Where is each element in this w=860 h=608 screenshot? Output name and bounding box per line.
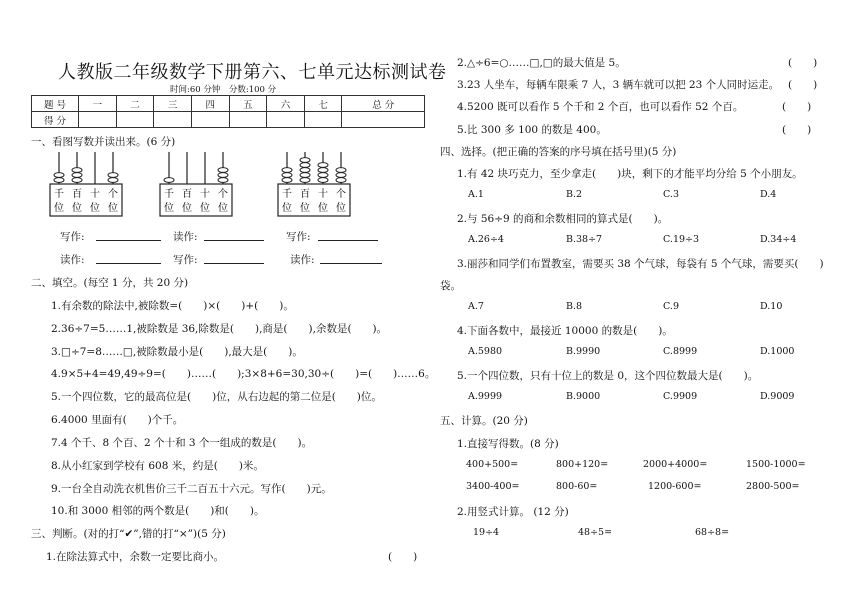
abacus-bead	[72, 168, 82, 173]
abacus-bead	[336, 168, 346, 173]
abacus-place-label: 千	[54, 189, 64, 200]
score-input-cell[interactable]	[154, 112, 192, 128]
choice-question-4: 4.下面各数中，最接近 10000 的数是( )。	[457, 325, 673, 337]
score-input-cell[interactable]	[304, 112, 342, 128]
choice-option[interactable]: A.7	[468, 301, 484, 312]
judge-question-2: 2.△÷6=○……□,□的最大值是 5。	[457, 57, 626, 69]
calc-item: 68÷8=	[695, 527, 730, 538]
score-row-label: 得 分	[32, 112, 79, 128]
section4-heading: 四、选择。(把正确的答案的序号填在括号里)(5 分)	[440, 146, 677, 158]
abacus-bead	[164, 178, 174, 183]
abacus-place-label: 千	[164, 189, 174, 200]
exam-meta: 时间:60 分钟 分数:100 分	[170, 85, 277, 95]
score-input-cell[interactable]	[267, 112, 305, 128]
abacus-bead	[72, 178, 82, 183]
abacus-place-label: 位	[108, 203, 118, 214]
abacus-figures	[40, 150, 370, 222]
abacus-place-label: 位	[300, 203, 310, 214]
judge-question-4: 4.5200 既可以看作 5 个千和 2 个百，也可以看作 52 个百。	[457, 101, 744, 113]
choice-option[interactable]: D.10	[760, 301, 783, 312]
answer-line[interactable]	[204, 263, 264, 264]
abacus-place-label: 百	[72, 189, 82, 200]
abacus-place-label: 个	[218, 189, 228, 200]
score-table	[31, 95, 425, 128]
choice-option[interactable]: C.9	[663, 301, 679, 312]
abacus-bead	[336, 178, 346, 183]
abacus-place-label: 十	[200, 189, 210, 200]
calc-item: 3400-400=	[466, 481, 520, 492]
abacus-place-label: 位	[336, 203, 346, 214]
abacus-place-label: 百	[300, 189, 310, 200]
score-cell: 总 分	[342, 96, 425, 112]
read-label-3: 读作:	[290, 254, 315, 266]
score-cell: 二	[116, 96, 154, 112]
section5-heading: 五、计算。(20 分)	[440, 415, 528, 427]
score-input-cell[interactable]	[229, 112, 267, 128]
score-input-cell[interactable]	[342, 112, 425, 128]
judge-bracket-3[interactable]: ( )	[788, 79, 818, 91]
judge-question-5: 5.比 300 多 100 的数是 400。	[457, 124, 607, 136]
abacus-bead	[218, 178, 228, 183]
calc-item: 800-60=	[556, 481, 598, 492]
abacus-bead	[300, 173, 310, 178]
choice-option[interactable]: D.9009	[760, 391, 795, 402]
judge-bracket-1[interactable]: ( )	[388, 551, 418, 563]
abacus-place-label: 十	[90, 189, 100, 200]
calc-item: 2000+4000=	[643, 459, 708, 470]
choice-question-1: 1.有 42 块巧克力，至少拿走( )块，剩下的才能平均分给 5 个小朋友。	[457, 168, 803, 180]
answer-line[interactable]	[96, 263, 161, 264]
choice-option[interactable]: C.19÷3	[663, 234, 700, 245]
abacus-bead	[54, 178, 64, 183]
abacus-bead	[318, 163, 328, 168]
page-title: 人教版二年级数学下册第六、七单元达标测试卷	[58, 62, 447, 83]
choice-option[interactable]: C.8999	[663, 346, 698, 357]
abacus-place-label: 位	[90, 203, 100, 214]
score-cell: 三	[154, 96, 192, 112]
abacus-place-label: 位	[200, 203, 210, 214]
fill-question-2: 2.36÷7=5……1,被除数是 36,除数是( ),商是( ),余数是( )。	[51, 323, 388, 335]
choice-option[interactable]: D.4	[760, 189, 777, 200]
fill-question-10: 10.和 3000 相邻的两个数是( )和( )。	[51, 505, 265, 517]
abacus-place-label: 位	[218, 203, 228, 214]
fill-question-9: 9.一台全自动洗衣机售价三千二百五十六元。写作( )元。	[51, 483, 332, 495]
read-label-1: 读作:	[173, 231, 198, 243]
fill-question-1: 1.有余数的除法中,被除数=( )×( )+( )。	[51, 300, 294, 312]
choice-question-3: 3.丽莎和同学们布置教室，需要买 38 个气球，每袋有 5 个气球，需要买( )	[457, 258, 824, 270]
choice-option[interactable]: D.1000	[760, 346, 795, 357]
abacus-bead	[300, 163, 310, 168]
score-cell: 五	[229, 96, 267, 112]
judge-bracket-5[interactable]: ( )	[782, 124, 812, 136]
score-cell: 一	[79, 96, 117, 112]
calc-item: 1500-1000=	[746, 459, 806, 470]
abacus-place-label: 个	[108, 189, 118, 200]
fill-question-3: 3.□÷7=8……□,被除数最小是( ),最大是( )。	[51, 346, 303, 358]
judge-bracket-4[interactable]: ( )	[782, 101, 812, 113]
choice-question-5: 5.一个四位数，只有十位上的数是 0，这个四位数最大是( )。	[457, 370, 759, 382]
read-label-2: 读作:	[60, 254, 85, 266]
calc-item: 2800-500=	[746, 481, 800, 492]
abacus-place-label: 位	[54, 203, 64, 214]
abacus-bead	[300, 178, 310, 183]
score-input-cell[interactable]	[191, 112, 229, 128]
judge-question-1: 1.在除法算式中，余数一定要比商小。	[46, 551, 225, 563]
score-table-score-row	[32, 112, 425, 128]
answer-line[interactable]	[318, 240, 378, 241]
judge-question-3: 3.23 人坐车，每辆车限乘 7 人，3 辆车就可以把 23 个人同时运走。	[457, 79, 780, 91]
section1-heading: 一、看图写数并读出来。(6 分)	[31, 136, 176, 148]
abacus-bead	[54, 173, 64, 178]
choice-option[interactable]: B.9000	[566, 391, 601, 402]
calc-item: 400+500=	[466, 459, 519, 470]
choice-option[interactable]: B.38÷7	[566, 234, 603, 245]
abacus-bead	[282, 173, 292, 178]
section3-heading: 三、判断。(对的打“✔”,错的打“×”)(5 分)	[31, 528, 226, 540]
fill-question-8: 8.从小红家到学校有 608 米，约是( )米。	[51, 460, 264, 472]
choice-option[interactable]: A.9999	[468, 391, 503, 402]
section2-heading: 二、填空。(每空 1 分，共 20 分)	[31, 277, 189, 289]
calc-item: 1200-600=	[648, 481, 702, 492]
abacus-bead	[282, 178, 292, 183]
choice-question-3-tail: 袋。	[440, 280, 461, 292]
choice-option[interactable]: A.5980	[468, 346, 503, 357]
abacus-bead	[318, 178, 328, 183]
abacus-bead	[318, 168, 328, 173]
choice-question-2: 2.与 56÷9 的商和余数相同的算式是( )。	[457, 213, 669, 225]
score-input-cell[interactable]	[116, 112, 154, 128]
abacus-place-label: 位	[182, 203, 192, 214]
abacus-bead	[108, 178, 118, 183]
choice-option[interactable]: C.9909	[663, 391, 698, 402]
fill-question-6: 6.4000 里面有( )个千。	[51, 414, 184, 426]
fill-question-5: 5.一个四位数，它的最高位是( )位，从右边起的第二位是( )位。	[51, 391, 382, 403]
calc-item: 19÷4	[473, 527, 500, 538]
judge-bracket-2[interactable]: ( )	[788, 57, 818, 69]
abacus-place-label: 位	[164, 203, 174, 214]
abacus-place-label: 位	[72, 203, 82, 214]
answer-line[interactable]	[320, 263, 382, 264]
write-label-2: 写作:	[286, 231, 311, 243]
score-cell: 四	[191, 96, 229, 112]
choice-option[interactable]: B.9990	[566, 346, 601, 357]
fill-question-4: 4.9×5+4=49,49÷9=( )……( );3×8+6=30,30÷( )=( )……6。	[51, 368, 436, 380]
score-input-cell[interactable]	[79, 112, 117, 128]
choice-option[interactable]: A.1	[468, 189, 484, 200]
choice-option[interactable]: D.34÷4	[760, 234, 797, 245]
abacus-bead	[218, 168, 228, 173]
abacus-bead	[300, 158, 310, 163]
score-cell: 题 号	[32, 96, 79, 112]
abacus-bead	[108, 173, 118, 178]
calc-item: 800+120=	[556, 459, 609, 470]
calc-item: 48÷5=	[578, 527, 613, 538]
score-cell: 七	[304, 96, 342, 112]
answer-line[interactable]	[96, 240, 161, 241]
choice-option[interactable]: B.8	[566, 301, 583, 312]
abacus-place-label: 百	[182, 189, 192, 200]
abacus-place-label: 位	[318, 203, 328, 214]
score-cell: 六	[267, 96, 305, 112]
answer-line[interactable]	[204, 240, 264, 241]
abacus-bead	[282, 168, 292, 173]
write-label-1: 写作:	[60, 231, 85, 243]
abacus-bead	[318, 173, 328, 178]
calc-subheading-1: 1.直接写得数。(8 分)	[457, 438, 559, 450]
abacus-place-label: 位	[282, 203, 292, 214]
choice-option[interactable]: C.3	[663, 189, 679, 200]
abacus-bead	[72, 173, 82, 178]
abacus-place-label: 千	[282, 189, 292, 200]
write-label-3: 写作:	[173, 254, 198, 266]
calc-subheading-2: 2.用竖式计算。 (12 分)	[457, 506, 569, 518]
abacus-place-label: 十	[318, 189, 328, 200]
score-table-header-row	[32, 96, 425, 112]
choice-option[interactable]: B.2	[566, 189, 583, 200]
abacus-place-label: 个	[336, 189, 346, 200]
choice-option[interactable]: A.26÷4	[468, 234, 504, 245]
fill-question-7: 7.4 个千、8 个百、2 个十和 3 个一组成的数是( )。	[51, 437, 313, 449]
abacus-bead	[218, 173, 228, 178]
abacus-bead	[300, 168, 310, 173]
abacus-bead	[336, 173, 346, 178]
